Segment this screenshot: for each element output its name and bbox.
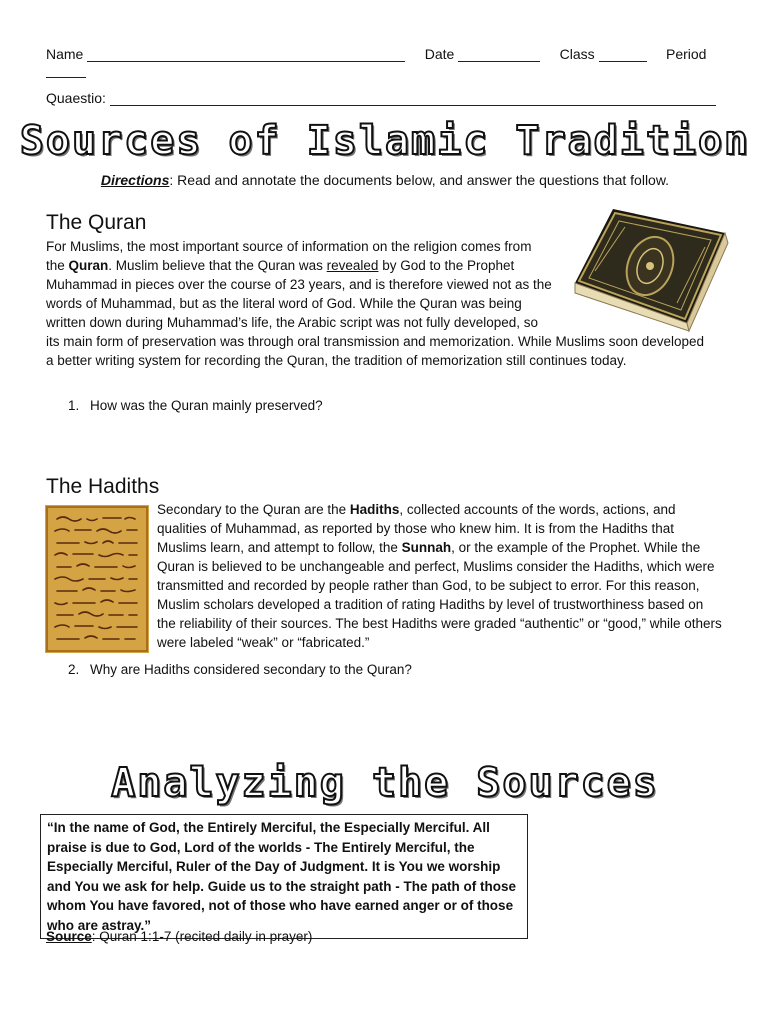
analyzing-title: Analyzing the Sources — [111, 760, 659, 806]
period-label: Period — [665, 46, 707, 62]
question-1-number: 1. — [68, 398, 80, 413]
quaestio-field[interactable] — [110, 91, 716, 106]
question-1-text: How was the Quran mainly preserved? — [90, 398, 323, 413]
directions-text: : Read and annotate the documents below, and answer the questions that follow. — [169, 172, 670, 188]
hadiths-term: Hadiths — [349, 502, 400, 517]
quran-quote-box — [40, 814, 528, 939]
quran-quote: “In the name of God, the Entirely Merciful, the Especially Merciful. All praise is due to God, Lord of the worlds - The Entirely Merciful, the Especially Merciful, Ruler of the Day of Judgment. It is You we worship and You we ask for help. Guide us to the straight path - The path of those whom You have favored, not of those who have earned anger or of those who are astray.” — [47, 820, 517, 933]
hadith-manuscript-image — [45, 505, 149, 653]
source-label: Source — [46, 929, 92, 944]
class-label: Class — [559, 46, 595, 62]
quaestio-row — [46, 90, 726, 106]
question-2-text: Why are Hadiths considered secondary to the Quran? — [90, 662, 412, 677]
name-label: Name — [46, 46, 84, 62]
student-info-row — [46, 46, 726, 78]
quran-term: Quran — [68, 258, 109, 273]
period-field[interactable] — [46, 63, 86, 78]
source-citation — [46, 929, 312, 944]
quran-paragraph: For Muslims, the most important source of information on the religion comes from the Quran. Muslim believe that the Quran was revealed by God to the Prophet Muhammad in pieces over the course of 23 years, and is therefore viewed not as the words of Muhammad, but as the literal word of God. While the Quran was being written down during Muhammad’s life, the Arabic script was not fully developed, so its main form of preservation was through oral transmission and memorization. While Muslims soon developed a better writing system for recording the Quran, the tradition of memorization still continues today. — [46, 239, 705, 368]
question-2 — [68, 662, 412, 677]
hadiths-heading: The Hadiths — [46, 475, 160, 498]
source-text: : Quran 1:1-7 (recited daily in prayer) — [91, 929, 313, 944]
page-title: Sources of Islamic Tradition — [19, 118, 751, 164]
question-1 — [68, 398, 323, 413]
revealed-term: revealed — [326, 258, 379, 273]
date-field[interactable] — [458, 47, 540, 62]
directions — [0, 172, 770, 188]
directions-label: Directions — [100, 172, 170, 188]
class-field[interactable] — [599, 47, 647, 62]
date-label: Date — [424, 46, 455, 62]
question-2-number: 2. — [68, 662, 80, 677]
hadiths-paragraph: Secondary to the Quran are the Hadiths, collected accounts of the words, actions, and qualities of Muhammad, as reported by those who knew him. It is from the Hadiths that Muslims learn, and attempt to follow, the Sunnah, or the example of the Prophet. While the Quran is believed to be unchangeable and perfect, Muslims consider the Hadiths, which were transmitted and recorded by people rather than God, to be subject to error. For this reason, Muslim scholars developed a tradition of rating Hadiths by level of trustworthiness based on the reliability of their sources. The best Hadiths were graded “authentic” or “good,” while others were labeled “weak” or “fabricated.” — [157, 502, 722, 650]
quaestio-label: Quaestio: — [46, 90, 106, 106]
sunnah-term: Sunnah — [401, 540, 452, 555]
quran-heading: The Quran — [46, 211, 147, 234]
name-field[interactable] — [87, 47, 405, 62]
